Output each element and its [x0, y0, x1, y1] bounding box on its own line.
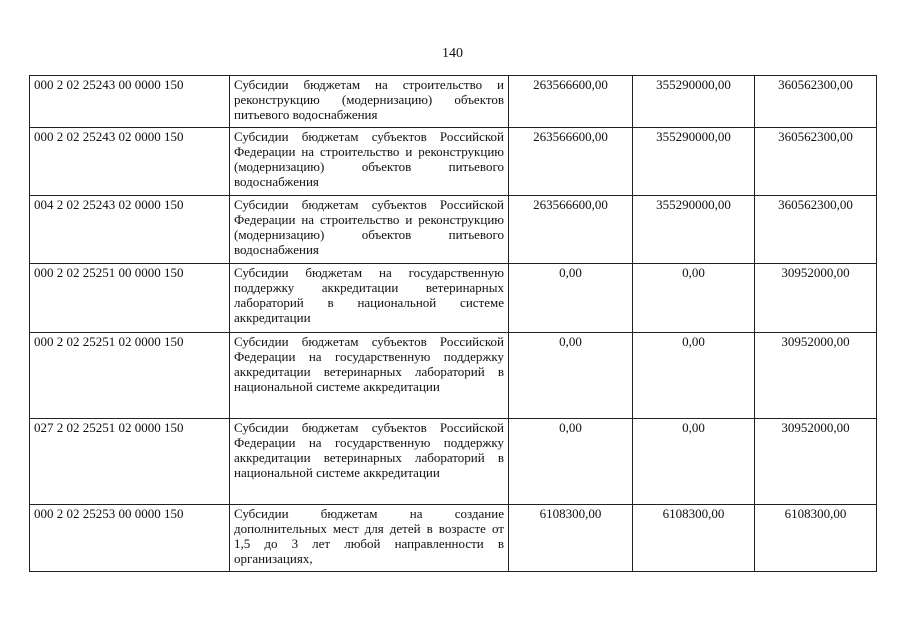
budget-classification-code: 027 2 02 25251 02 0000 150	[30, 419, 230, 505]
amount-year-3: 360562300,00	[755, 76, 877, 128]
table-row	[30, 128, 877, 196]
amount-year-2: 355290000,00	[633, 128, 755, 196]
revenue-description: Субсидии бюджетам субъектов Российской Федерации на государственную поддержку аккредитации ветеринарных лабораторий в национальной системе аккредитации	[230, 333, 509, 419]
budget-classification-code: 004 2 02 25243 02 0000 150	[30, 196, 230, 264]
amount-year-2: 355290000,00	[633, 76, 755, 128]
revenue-description: Субсидии бюджетам на государственную поддержку аккредитации ветеринарных лабораторий в национальной системе аккредитации	[230, 264, 509, 333]
table-row	[30, 505, 877, 572]
revenue-description: Субсидии бюджетам субъектов Российской Федерации на государственную поддержку аккредитации ветеринарных лабораторий в национальной системе аккредитации	[230, 419, 509, 505]
budget-revenue-table	[29, 75, 877, 572]
budget-classification-code: 000 2 02 25243 02 0000 150	[30, 128, 230, 196]
amount-year-1: 263566600,00	[509, 128, 633, 196]
revenue-description: Субсидии бюджетам на создание дополнительных мест для детей в возрасте от 1,5 до 3 лет любой направленности в организациях,	[230, 505, 509, 572]
amount-year-2: 355290000,00	[633, 196, 755, 264]
amount-year-1: 263566600,00	[509, 76, 633, 128]
revenue-description: Субсидии бюджетам субъектов Российской Федерации на строительство и реконструкцию (модернизацию) объектов питьевого водоснабжения	[230, 128, 509, 196]
table-row	[30, 333, 877, 419]
amount-year-1: 0,00	[509, 419, 633, 505]
page-number: 140	[442, 46, 463, 61]
table-row	[30, 76, 877, 128]
amount-year-3: 30952000,00	[755, 333, 877, 419]
budget-classification-code: 000 2 02 25251 00 0000 150	[30, 264, 230, 333]
amount-year-1: 0,00	[509, 264, 633, 333]
table-row	[30, 264, 877, 333]
amount-year-2: 6108300,00	[633, 505, 755, 572]
amount-year-2: 0,00	[633, 419, 755, 505]
amount-year-3: 6108300,00	[755, 505, 877, 572]
amount-year-3: 360562300,00	[755, 128, 877, 196]
amount-year-1: 0,00	[509, 333, 633, 419]
table-row	[30, 196, 877, 264]
table-row	[30, 419, 877, 505]
amount-year-3: 30952000,00	[755, 264, 877, 333]
amount-year-3: 360562300,00	[755, 196, 877, 264]
amount-year-3: 30952000,00	[755, 419, 877, 505]
amount-year-2: 0,00	[633, 264, 755, 333]
budget-classification-code: 000 2 02 25251 02 0000 150	[30, 333, 230, 419]
revenue-description: Субсидии бюджетам на строительство и реконструкцию (модернизацию) объектов питьевого водоснабжения	[230, 76, 509, 128]
amount-year-1: 6108300,00	[509, 505, 633, 572]
budget-classification-code: 000 2 02 25253 00 0000 150	[30, 505, 230, 572]
revenue-description: Субсидии бюджетам субъектов Российской Федерации на строительство и реконструкцию (модернизацию) объектов питьевого водоснабжения	[230, 196, 509, 264]
amount-year-2: 0,00	[633, 333, 755, 419]
budget-classification-code: 000 2 02 25243 00 0000 150	[30, 76, 230, 128]
amount-year-1: 263566600,00	[509, 196, 633, 264]
